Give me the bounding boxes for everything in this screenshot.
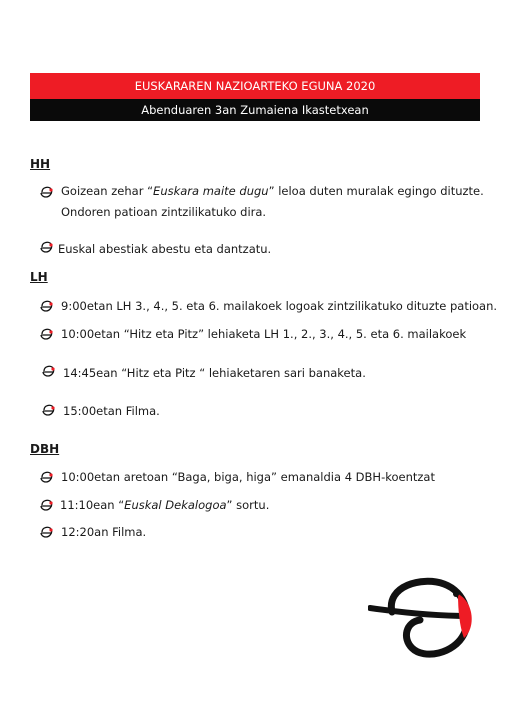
bird-logo-icon	[368, 572, 480, 660]
bird-bullet-icon	[40, 328, 54, 340]
list-item: 10:00etan “Hitz eta Pitz” lehiaketa LH 1., 2., 3., 4., 5. eta 6. mailakoek	[61, 327, 467, 341]
item-text: Goizean zehar “	[61, 184, 154, 198]
list-item: 9:00etan LH 3., 4., 5. eta 6. mailakoek logoak zintzilikatuko dituzte patioan.	[61, 299, 498, 313]
list-item: Euskal abestiak abestu eta dantzatu.	[58, 242, 272, 256]
bird-bullet-icon	[40, 300, 54, 312]
list-item: 12:20an Filma.	[61, 525, 147, 539]
list-item: 15:00etan Filma.	[63, 404, 160, 418]
list-item: 10:00etan aretoan “Baga, biga, higa” emanaldia 4 DBH-koentzat	[61, 470, 435, 484]
page-subtitle: Abenduaren 3an Zumaiena Ikastetxean	[141, 103, 369, 117]
page-title: EUSKARAREN NAZIOARTEKO EGUNA 2020	[134, 79, 376, 93]
item-text: ” leloa duten muralak egingo dituzte.	[268, 184, 484, 198]
bird-bullet-icon	[40, 526, 54, 538]
item-text: ” sortu.	[226, 498, 270, 512]
bird-bullet-icon	[42, 365, 56, 377]
bird-bullet-icon	[40, 471, 54, 483]
list-item: 14:45ean “Hitz eta Pitz “ lehiaketaren sari banaketa.	[63, 366, 366, 380]
section-heading-dbh: DBH	[30, 442, 60, 456]
item-text: 11:10ean “	[60, 498, 125, 512]
list-item-continuation: Ondoren patioan zintzilikatuko dira.	[61, 205, 267, 219]
bird-bullet-icon	[40, 499, 54, 511]
bird-bullet-icon	[40, 241, 54, 253]
title-banner	[30, 73, 480, 99]
list-item	[61, 182, 484, 200]
section-heading-lh: LH	[30, 270, 48, 284]
item-emphasis: Euskara maite dugu	[153, 184, 269, 198]
bird-bullet-icon	[40, 186, 54, 198]
section-heading-hh: HH	[30, 157, 51, 171]
list-item	[60, 496, 269, 514]
item-emphasis: Euskal Dekalogoa	[124, 498, 227, 512]
bird-bullet-icon	[42, 404, 56, 416]
subtitle-banner	[30, 99, 480, 121]
